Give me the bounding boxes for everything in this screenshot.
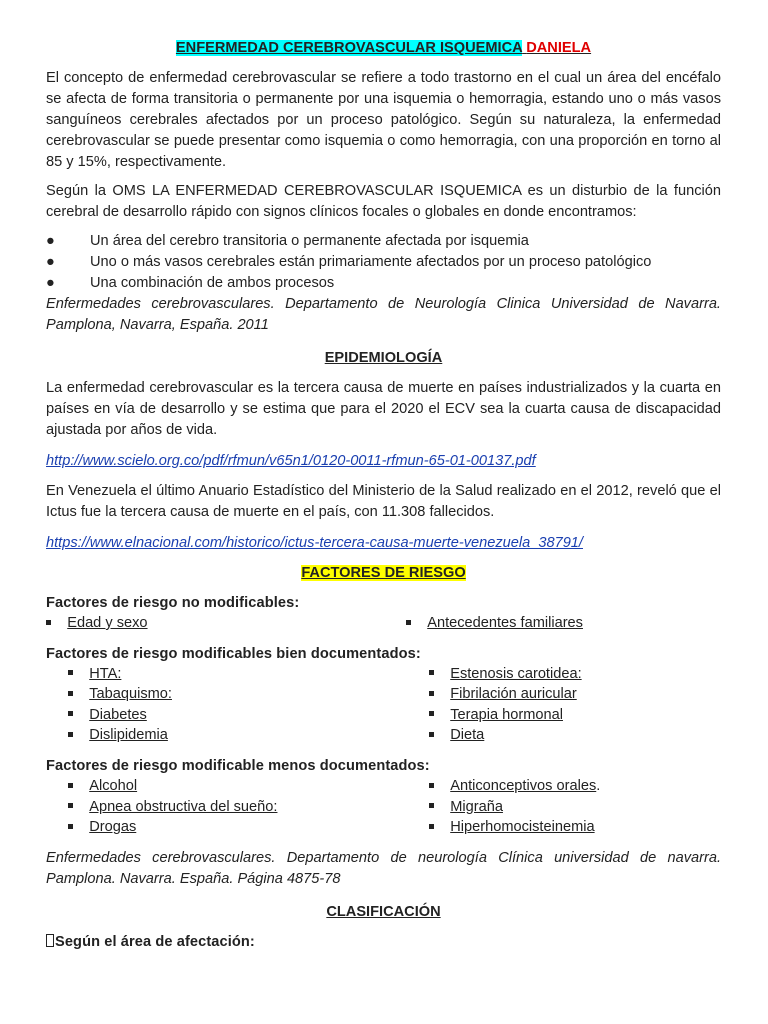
list-item: ● Un área del cerebro transitoria o permanente afectada por isquemia: [46, 231, 721, 252]
list-item: ● Una combinación de ambos procesos: [46, 273, 721, 294]
list-item: Diabetes: [68, 705, 147, 725]
missing-glyph-icon: [46, 934, 54, 947]
square-bullet-icon: [68, 732, 73, 737]
square-bullet-icon: [429, 803, 434, 808]
square-bullet-icon: [46, 620, 51, 625]
elnacional-link[interactable]: https://www.elnacional.com/historico/ictus-tercera-causa-muerte-venezuela_38791/: [46, 535, 583, 551]
list-item: Fibrilación auricular: [429, 684, 577, 704]
epidemiologia-paragraph-2: En Venezuela el último Anuario Estadístico del Ministerio de la Salud realizado en el 2012, reveló que el Ictus fue la tercera causa de muerte en el país, con 11.308 fallecidos.: [46, 483, 721, 520]
list-item: ● Uno o más vasos cerebrales están primariamente afectados por un proceso patológico: [46, 252, 721, 273]
bullet-icon: ●: [46, 233, 55, 249]
square-bullet-icon: [68, 691, 73, 696]
subheading-menos-documentados: Factores de riesgo modificable menos documentados:: [46, 757, 430, 774]
list-item: Apnea obstructiva del sueño:: [68, 797, 277, 817]
subheading-area-afectacion: Según el área de afectación:: [46, 932, 721, 952]
list-item: Dislipidemia: [68, 725, 168, 745]
list-item: Terapia hormonal: [429, 705, 563, 725]
title-main: ENFERMEDAD CEREBROVASCULAR ISQUEMICA: [175, 40, 523, 56]
square-bullet-icon: [429, 691, 434, 696]
subheading-bien-documentados: Factores de riesgo modificables bien documentados:: [46, 645, 421, 662]
square-bullet-icon: [68, 670, 73, 675]
list-item: Tabaquismo:: [68, 684, 172, 704]
epidemiologia-paragraph-1: La enfermedad cerebrovascular es la tercera causa de muerte en países industrializados y la cuarta en países en vía de desarrollo y se estima que para el 2020 el ECV sea la cuarta causa de discapacidad ajustada por años de vida.: [46, 380, 721, 438]
title-author: DANIELA: [526, 40, 592, 56]
list-item: Anticonceptivos orales.: [429, 776, 600, 796]
list-item: Estenosis carotidea:: [429, 664, 582, 684]
list-item: Edad y sexo: [46, 613, 148, 633]
square-bullet-icon: [429, 711, 434, 716]
intro-bullet-list: [46, 231, 721, 294]
square-bullet-icon: [429, 783, 434, 788]
menos-documentados-list: [46, 776, 721, 838]
square-bullet-icon: [429, 824, 434, 829]
factores-citation: Enfermedades cerebrovasculares. Departamento de neurología Clínica universidad de navarra. Pamplona. Navarra. España. Página 4875-78: [46, 849, 721, 887]
square-bullet-icon: [406, 620, 411, 625]
intro-paragraph-1: El concepto de enfermedad cerebrovascular se refiere a todo trastorno en el cual un área del encéfalo se afecta de forma transitoria o permanente por una isquemia o hemorragia, estando uno o más vasos sanguíneos cerebrales afectados por un proceso patológico. Según su naturaleza, la enfermedad cerebrovascular se puede presentar como isquemia o como hemorragia, con una proporción en torno al 85 y 15%, respectivamente.: [46, 70, 721, 170]
list-item: Drogas: [68, 817, 136, 837]
scielo-link[interactable]: http://www.scielo.org.co/pdf/rfmun/v65n1/0120-0011-rfmun-65-01-00137.pdf: [46, 453, 536, 469]
intro-paragraph-2: Según la OMS LA ENFERMEDAD CEREBROVASCULAR ISQUEMICA es un disturbio de la función cerebral de desarrollo rápido con signos clínicos focales o globales en donde encontramos:: [46, 183, 721, 220]
section-heading-clasificacion: CLASIFICACIÓN: [326, 903, 441, 920]
list-item: Antecedentes familiares: [406, 613, 583, 633]
bien-documentados-list: [46, 664, 721, 746]
section-heading-factores: FACTORES DE RIESGO: [301, 565, 466, 581]
bullet-icon: ●: [46, 275, 55, 291]
subheading-no-modificables: Factores de riesgo no modificables:: [46, 595, 300, 611]
list-item: Dieta: [429, 725, 484, 745]
square-bullet-icon: [429, 732, 434, 737]
list-item: Hiperhomocisteinemia: [429, 817, 595, 837]
list-item: HTA:: [68, 664, 121, 684]
list-item: Alcohol: [68, 776, 137, 796]
no-modificables-list: [46, 613, 721, 634]
document-page: [46, 38, 721, 952]
square-bullet-icon: [429, 670, 434, 675]
square-bullet-icon: [68, 783, 73, 788]
square-bullet-icon: [68, 711, 73, 716]
square-bullet-icon: [68, 803, 73, 808]
intro-citation: Enfermedades cerebrovasculares. Departamento de Neurología Clinica Universidad de Navarra. Pamplona, Navarra, España. 2011: [46, 296, 721, 333]
document-title: [46, 38, 721, 58]
bullet-icon: ●: [46, 254, 55, 270]
square-bullet-icon: [68, 824, 73, 829]
section-heading-epidemiologia: EPIDEMIOLOGÍA: [324, 350, 443, 366]
list-item: Migraña: [429, 797, 503, 817]
